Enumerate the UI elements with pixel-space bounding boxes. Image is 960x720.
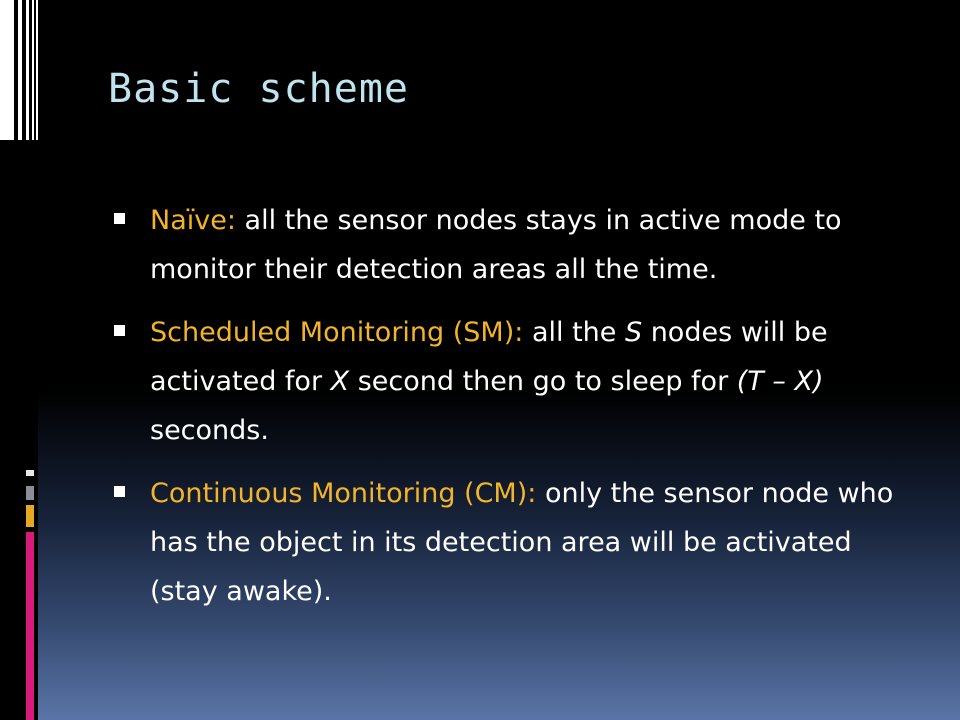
bullet-text: second then go to sleep for <box>349 366 737 397</box>
bullet-term: Naïve: <box>150 205 236 236</box>
bullet-term: Continuous Monitoring (CM): <box>150 478 537 509</box>
bullet-text: only the sensor node who has the object in its detection area will be activated (stay awake). <box>150 478 894 607</box>
top-left-decorative-bar <box>0 0 14 140</box>
bullet-text: seconds. <box>150 415 269 446</box>
bullet-text: all the sensor nodes stays in active mode to monitor their detection areas all the time. <box>150 205 842 285</box>
top-left-decorative-bar <box>32 0 34 140</box>
variable-t-minus-x: (T – X) <box>736 366 824 397</box>
variable-s: S <box>624 317 643 348</box>
slide-title: Basic scheme <box>108 66 409 112</box>
bullet-text: nodes will be activated for <box>150 317 828 397</box>
bullet-item-continuous-monitoring <box>112 469 912 616</box>
accent-block-gold <box>26 505 34 527</box>
accent-block-white <box>26 470 34 476</box>
bullet-item-scheduled-monitoring <box>112 308 912 455</box>
bullet-list <box>112 196 912 630</box>
square-bullet-icon <box>114 486 125 497</box>
bullet-text: all the <box>523 317 625 348</box>
top-left-decorative-bar <box>18 0 22 140</box>
bullet-term: Scheduled Monitoring (SM): <box>150 317 524 348</box>
square-bullet-icon <box>114 213 125 224</box>
accent-bar-pink <box>26 532 34 720</box>
accent-block-gray <box>26 486 34 500</box>
square-bullet-icon <box>114 325 125 336</box>
bullet-item-naive <box>112 196 912 294</box>
variable-x: X <box>330 366 350 397</box>
top-left-decorative-bar <box>36 0 38 140</box>
top-left-decorative-bar <box>26 0 29 140</box>
